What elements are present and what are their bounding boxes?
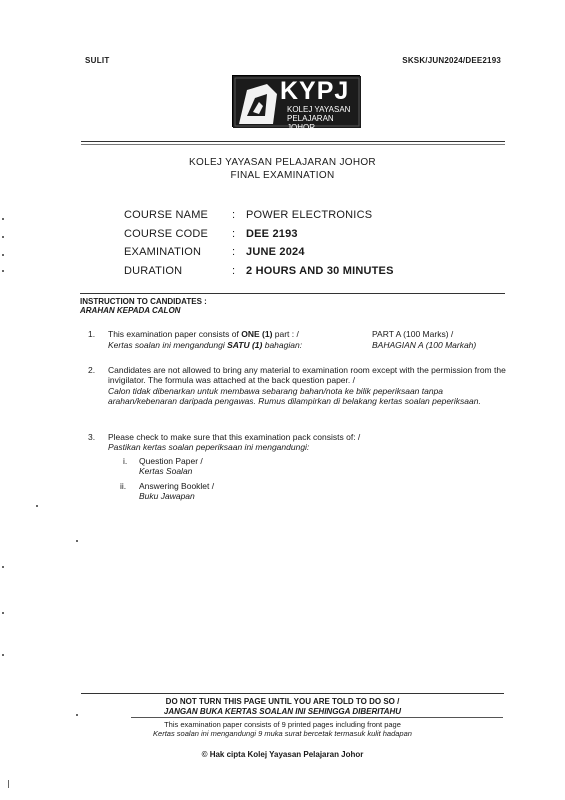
instruction-3-text-ms: Pastikan kertas soalan peperiksaan ini mengandungi: [108,442,310,452]
logo-wordmark: KYPJ [280,77,350,105]
kypj-logo [232,75,360,132]
footer-rule-mid [131,717,503,718]
logo-line-2: PELAJARAN JOHOR [287,114,334,132]
header-rule-top [81,141,505,142]
course-name-sep: : [232,209,236,221]
copyright-notice: © Hak cipta Kolej Yayasan Pelajaran Johor [201,750,364,759]
duration-sep: : [232,265,236,277]
footer-page-count: This examination paper consists of 9 printed pages including front page [164,720,401,729]
duration-label: DURATION [124,265,183,277]
instructions-heading-ms: ARAHAN KEPADA CALON [80,306,181,315]
instructions-rule [80,293,505,294]
examination-value: JUNE 2024 [246,246,305,258]
instruction-1-part-ms: BAHAGIAN A (100 Markah) [372,340,477,350]
footer-rule-top [81,693,504,694]
checklist-item-1-text: Question Paper / [139,456,203,466]
instruction-1-number: 1. [88,329,96,339]
instruction-3-number: 3. [88,432,96,442]
scan-speck [2,254,4,256]
footer-warning: DO NOT TURN THIS PAGE UNTIL YOU ARE TOLD TO DO SO / [165,697,400,706]
scan-speck [8,780,9,788]
scan-speck [2,566,4,568]
course-code-label: COURSE CODE [124,228,209,240]
footer-page-count-ms: Kertas soalan ini mengandungi 9 muka surat bercetak termasuk kulit hadapan [153,729,412,738]
checklist-item-1-text-ms: Kertas Soalan [139,466,193,476]
instruction-2-text: Candidates are not allowed to bring any material to examination room except with the permission from the invigilator. The formula was attached at the back question paper. / [108,365,506,385]
instruction-1-text-ms: Kertas soalan ini mengandungi SATU (1) bahagian: [108,340,303,350]
examination-label: EXAMINATION [124,246,202,258]
scan-speck [2,236,4,238]
scan-speck [2,218,4,220]
instruction-3-text: Please check to make sure that this examination pack consists of: / [108,432,361,442]
duration-value: 2 HOURS AND 30 MINUTES [246,265,394,277]
checklist-item-2-text-ms: Buku Jawapan [139,491,195,501]
course-name-label: COURSE NAME [124,209,209,221]
instruction-1-part: PART A (100 Marks) / [372,329,454,339]
instruction-1-text: This examination paper consists of ONE (1) part : / [108,329,299,339]
logo-line-1: KOLEJ YAYASAN [287,105,351,114]
course-name-value: POWER ELECTRONICS [246,209,373,221]
examination-sep: : [232,246,236,258]
exam-title: FINAL EXAMINATION [230,170,335,181]
checklist-item-1-number: i. [123,456,128,466]
paper-code: SKSK/JUN2024/DEE2193 [402,56,501,65]
instructions-heading: INSTRUCTION TO CANDIDATES : [80,297,207,306]
course-code-value: DEE 2193 [246,228,298,240]
classification-label: SULIT [85,56,110,65]
scan-speck [76,540,78,542]
checklist-item-2-text: Answering Booklet / [139,481,215,491]
header-rule-bottom [81,144,505,145]
scan-speck [76,714,78,716]
scan-speck [2,612,4,614]
instruction-2-text-ms: Calon tidak dibenarkan untuk membawa sebarang bahan/nota ke bilik peperiksaan tanpa arahan/kebenaran daripada pengawas. Rumus dilampirkan di belakang kertas soalan peperiksaan. [108,386,481,406]
institution-name: KOLEJ YAYASAN PELAJARAN JOHOR [189,157,376,168]
scan-speck [36,505,38,507]
checklist-item-2-number: ii. [120,481,127,491]
scan-speck [2,654,4,656]
course-code-sep: : [232,228,236,240]
instruction-2-number: 2. [88,365,96,375]
scan-speck [2,270,4,272]
footer-warning-ms: JANGAN BUKA KERTAS SOALAN INI SEHINGGA DIBERITAHU [163,707,402,716]
